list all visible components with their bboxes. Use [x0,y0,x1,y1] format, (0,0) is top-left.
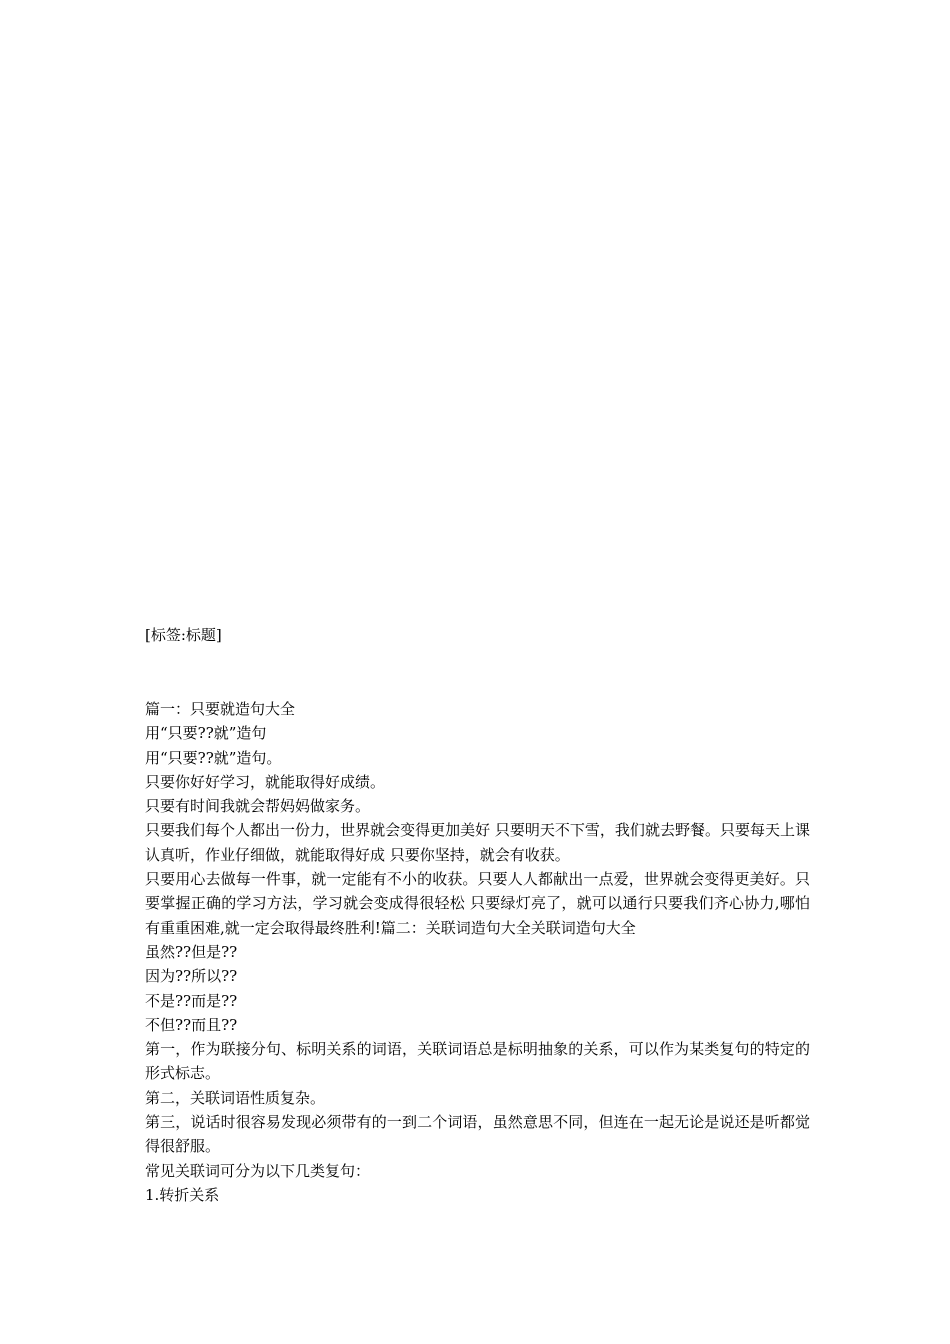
paragraph: 只要用心去做每一件事，就一定能有不小的收获。只要人人都献出一点爱，世界就会变得更美好。只要掌握正确的学习方法，学习就会变成得很轻松 只要绿灯亮了，就可以通行只要我们齐心协力,哪怕有重重困难,就一定会取得最终胜利!篇二：关联词造句大全关联词造句大全 [145,870,810,937]
document-body [145,697,810,1207]
paragraph: 只要我们每个人都出一份力，世界就会变得更加美好 只要明天不下雪，我们就去野餐。只要每天上课认真听，作业仔细做，就能取得好成 只要你坚持，就会有收获。 [145,821,810,864]
paragraph: 第二，关联词语性质复杂。 [145,1088,326,1107]
paragraph: 只要有时间我就会帮妈妈做家务。 [145,797,371,816]
paragraph: 虽然??但是?? [145,942,238,961]
paragraph: 不但??而且?? [145,1015,238,1034]
paragraph: 用“只要??就”造句。 [145,748,282,767]
section-heading-1: 篇一：只要就造句大全 [145,700,296,718]
paragraph: 常见关联词可分为以下几类复句： [145,1161,371,1180]
list-item-heading: 1.转折关系 [145,1185,220,1204]
paragraph: 第三，说话时很容易发现必须带有的一到二个词语，虽然意思不同，但连在一起无论是说还是听都觉得很舒服。 [145,1113,810,1156]
paragraph: 不是??而是?? [145,991,238,1010]
paragraph: 用“只要??就”造句 [145,724,267,743]
paragraph: 第一，作为联接分句、标明关系的词语，关联词语总是标明抽象的关系，可以作为某类复句的特定的形式标志。 [145,1040,810,1083]
paragraph: 因为??所以?? [145,967,238,986]
paragraph: 只要你好好学习，就能取得好成绩。 [145,772,386,791]
tag-label: [标签:标题] [145,626,222,644]
